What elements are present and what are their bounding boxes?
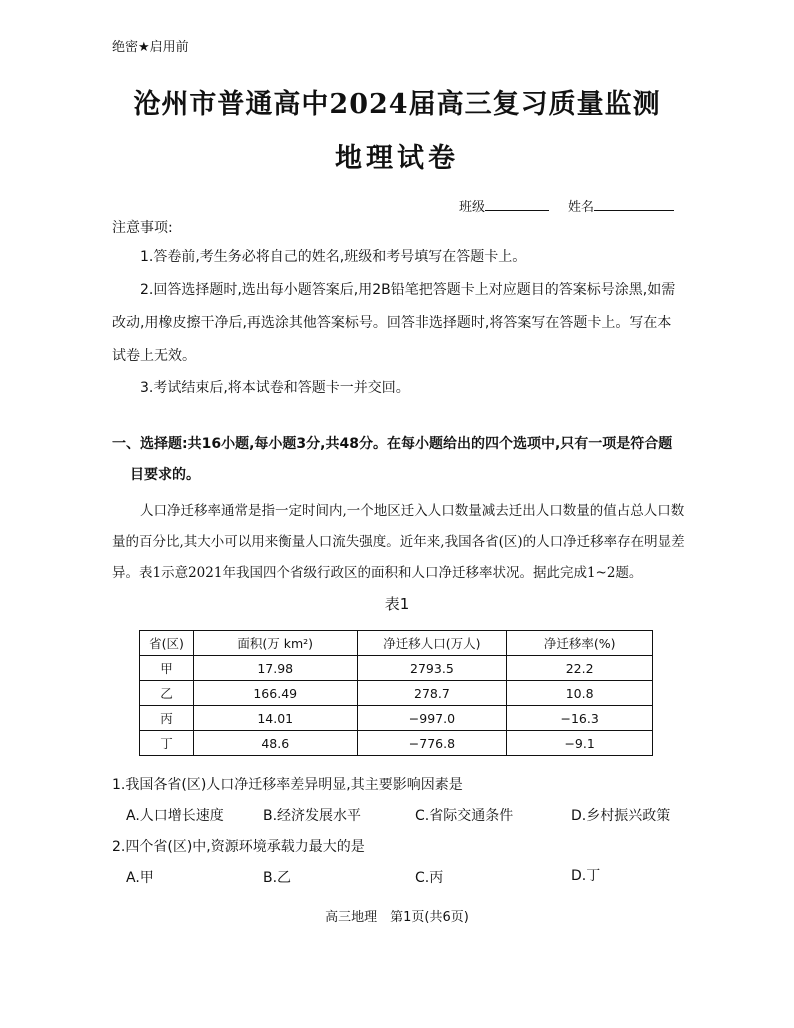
exam-title: 沧州市普通高中2024届高三复习质量监测 [133,89,661,120]
question-1-option-a: A.人口增长速度 [126,808,224,824]
material-text: 人口净迁移率通常是指一定时间内,一个地区迁入人口数量减去迁出人口数量的值占总人口数量的百分比,其大小可以用来衡量人口流失强度。近年来,我国各省(区)的人口净迁移率存在明显差异。表1示意2021年我国四个省级行政区的面积和人口净迁移率状况。据此完成1~2题。 [112,503,685,581]
exam-subject-title: 地理试卷 [335,143,459,174]
question-1-option-c: C.省际交通条件 [415,808,514,824]
cell-rate: 22.2 [507,656,653,681]
question-2-option-a: A.甲 [126,870,154,886]
table-row [140,656,653,681]
table-caption: 表1 [384,595,410,613]
cell-rate: −16.3 [507,706,653,731]
name-label: 姓名 [568,200,595,215]
table-row [140,731,653,756]
table-header-row [140,631,653,656]
confidential-mark: 绝密★启用前 [112,40,189,55]
header-area: 面积(万 km²) [193,631,357,656]
cell-net-migrants: 278.7 [357,681,507,706]
cell-region: 甲 [140,656,194,681]
question-2-stem: 2.四个省(区)中,资源环境承载力最大的是 [112,839,365,855]
question-2-option-b: B.乙 [263,870,292,886]
name-blank [594,198,674,211]
cell-rate: −9.1 [507,731,653,756]
question-1-option-d: D.乡村振兴政策 [571,808,671,824]
section-heading-line1: 一、选择题:共16小题,每小题3分,共48分。在每小题给出的四个选项中,只有一项是符合题 [112,436,673,452]
class-field [459,196,549,215]
class-blank [485,198,549,211]
header-net-migrants: 净迁移人口(万人) [357,631,507,656]
cell-area: 14.01 [193,706,357,731]
cell-rate: 10.8 [507,681,653,706]
question-1-stem: 1.我国各省(区)人口净迁移率差异明显,其主要影响因素是 [112,777,463,793]
cell-net-migrants: −997.0 [357,706,507,731]
notice-item-1: 1.答卷前,考生务必将自己的姓名,班级和考号填写在答题卡上。 [140,249,527,265]
class-label: 班级 [459,200,486,215]
page-footer: 高三地理 第1页(共6页) [325,910,469,925]
cell-region: 丁 [140,731,194,756]
question-1-option-b: B.经济发展水平 [263,808,362,824]
cell-region: 乙 [140,681,194,706]
notice-title: 注意事项: [112,220,173,236]
name-field [568,196,674,215]
section-heading-line2: 目要求的。 [130,467,200,483]
table-row [140,681,653,706]
header-region: 省(区) [140,631,194,656]
notice-item-2: 2.回答选择题时,选出每小题答案后,用2B铅笔把答题卡上对应题目的答案标号涂黑,如需改动,用橡皮擦干净后,再选涂其他答案标号。回答非选择题时,将答案写在答题卡上。写在本试卷上无效。 [112,282,676,364]
question-2-option-c: C.丙 [415,870,444,886]
question-2-option-d: D.丁 [571,868,601,884]
cell-net-migrants: −776.8 [357,731,507,756]
cell-area: 17.98 [193,656,357,681]
data-table [139,630,653,756]
notice-item-3: 3.考试结束后,将本试卷和答题卡一并交回。 [140,380,410,396]
cell-area: 48.6 [193,731,357,756]
cell-area: 166.49 [193,681,357,706]
table-row [140,706,653,731]
cell-net-migrants: 2793.5 [357,656,507,681]
section-heading [112,429,692,491]
header-rate: 净迁移率(%) [507,631,653,656]
cell-region: 丙 [140,706,194,731]
